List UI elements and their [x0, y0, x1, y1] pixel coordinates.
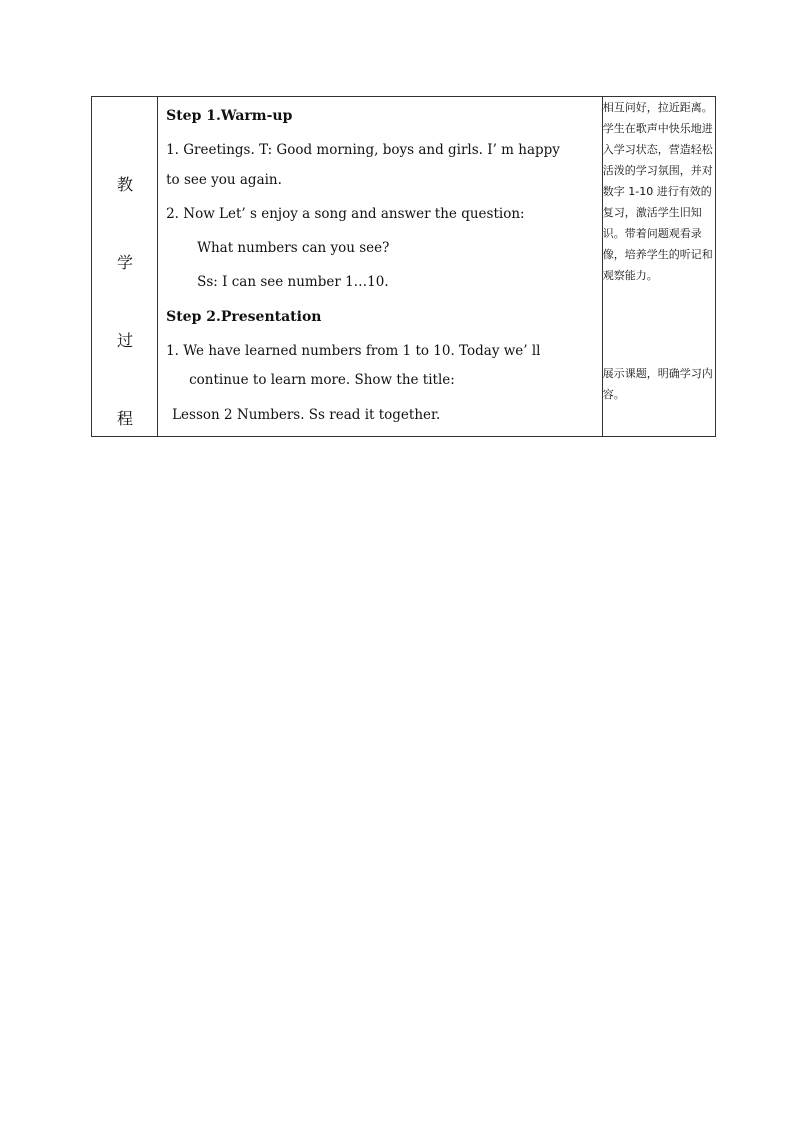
step1-heading: Step 1.Warm-up: [166, 108, 293, 124]
section-label-char: 教: [116, 175, 133, 194]
presentation-line-cont: continue to learn more. Show the title:: [189, 372, 455, 388]
question-line: What numbers can you see?: [197, 240, 390, 256]
warmup-note: 相互问好，拉近距离。学生在歌声中快乐地进入学习状态，营造轻松活泼的学习氛围，并对数字 1-10 进行有效的复习，激活学生旧知识。带着问题观看录像，培养学生的听记和观察能力。: [602, 101, 713, 282]
lesson-plan-table: [91, 96, 716, 437]
song-activity-line: 2. Now Let’ s enjoy a song and answer the question:: [166, 206, 525, 222]
section-label-char: 程: [116, 409, 133, 428]
teaching-process-row: [92, 97, 716, 437]
lesson-title-line: Lesson 2 Numbers. Ss read it together.: [172, 407, 441, 423]
greetings-line-cont: to see you again.: [166, 172, 282, 188]
presentation-line: 1. We have learned numbers from 1 to 10. Today we’ ll: [166, 343, 541, 359]
greetings-line: 1. Greetings. T: Good morning, boys and girls. I’ m happy: [166, 142, 560, 158]
teaching-content-cell: [158, 97, 603, 437]
answer-line: Ss: I can see number 1…10.: [197, 274, 389, 290]
section-label-cell: [92, 97, 158, 437]
step2-heading: Step 2.Presentation: [166, 309, 322, 325]
teaching-notes-cell: [602, 97, 715, 437]
presentation-note: 展示课题，明确学习内容。: [602, 367, 713, 401]
section-label-char: 过: [116, 331, 133, 350]
section-label-char: 学: [116, 253, 133, 272]
